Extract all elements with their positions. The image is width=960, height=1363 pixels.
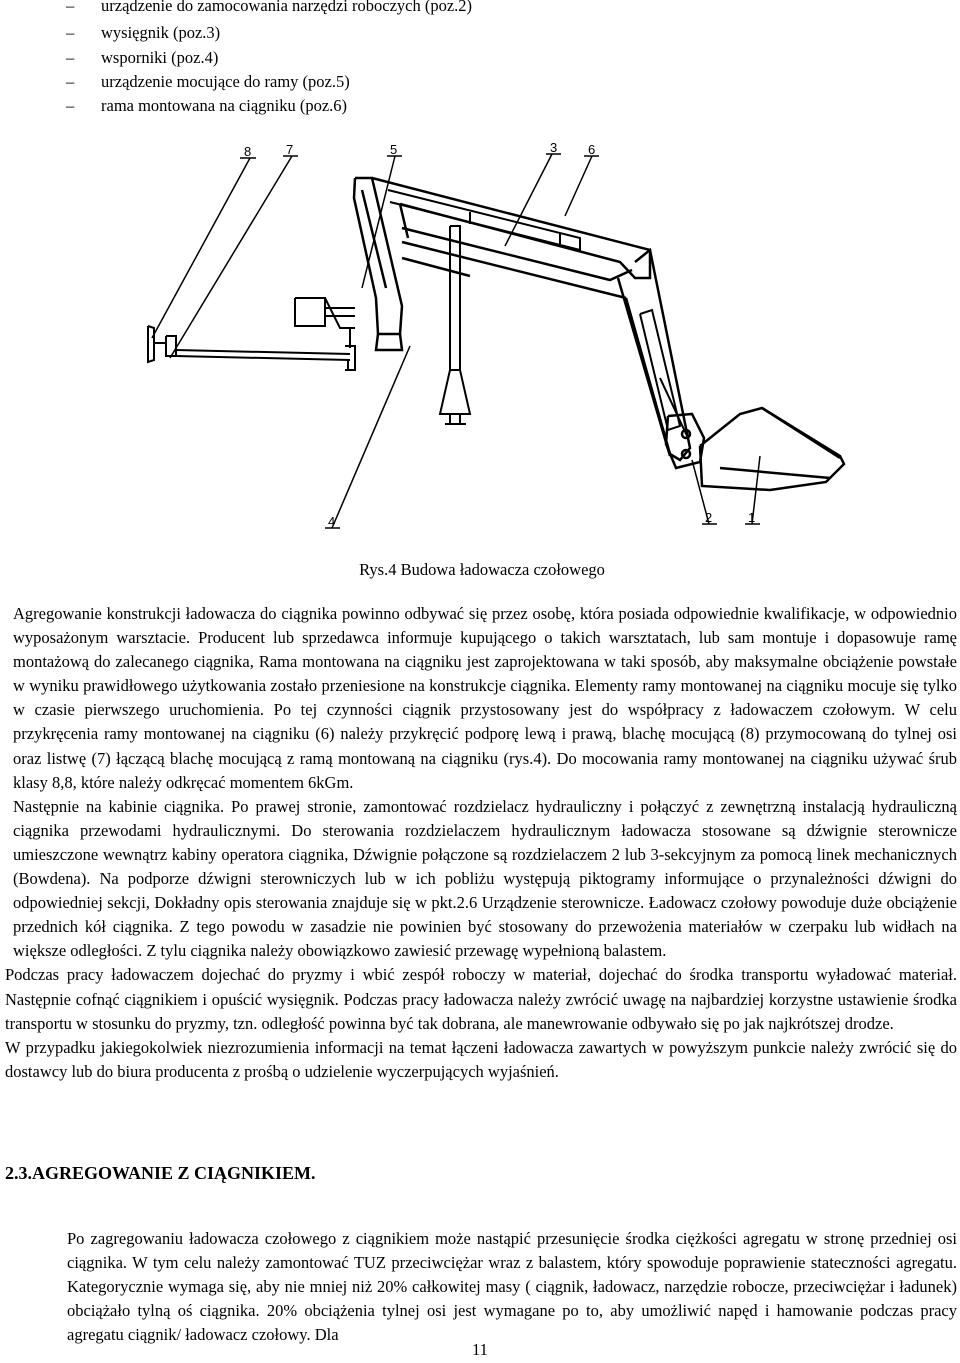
paragraph: Po zagregowaniu ładowacza czołowego z ciągnikiem może nastąpić przesunięcie środka ciężkości agregatu w stronę przedniej osi ciągnika. W tym celu należy zamontować TUZ przeciwciężar wraz z balastem, który spowoduje poprawienie stateczności agregatu. Kategorycznie wymaga się, aby nie mniej niż 20% całkowitej masy ( ciągnik, ładowacz, narzędzie robocze, przeciwciężar i ładunek) obciążało tylną oś ciągnika. 20% obciążenia tylnej osi jest wymagane po to, aby umożliwić napęd i hamowanie podczas pracy agregatu ciągnik/ ładowacz czołowy. Dla bbox=[67, 1228, 957, 1344]
list-item-text: wysięgnik (poz.3) bbox=[101, 23, 221, 42]
list-dash: – bbox=[66, 23, 75, 42]
list-item-text: urządzenie do zamocowania narzędzi roboczych (poz.2) bbox=[101, 0, 473, 15]
loader-diagram bbox=[140, 138, 880, 538]
paragraph: W przypadku jakiegokolwiek niezrozumienia informacji na temat łączeni ładowacza zawartych w powyższym punkcie należy zwrócić się do dostawcy lub do biura producenta z prośbą o udzielenie wyczerpujących wyjaśnień. bbox=[5, 1037, 957, 1081]
figure-label-8: 8 bbox=[244, 144, 252, 159]
list-dash: – bbox=[66, 0, 75, 15]
list-item-text: urządzenie mocujące do ramy (poz.5) bbox=[101, 72, 350, 91]
caption-text: Rys.4 Budowa ładowacza czołowego bbox=[359, 560, 605, 579]
paragraph: Agregowanie konstrukcji ładowacza do ciągnika powinno odbywać się przez osobę, która posiada odpowiednie kwalifikacje, w odpowiednio wyposażonym warsztacie. Producent lub sprzedawca informuje kupującego o takich warsztatach, lub sam montuje i dopasowuje ramę montażową do zalecanego ciągnika, Rama montowana na ciągniku jest zaprojektowana w taki sposób, aby maksymalne obciążenie powstałe w wyniku prawidłowego użytkowania zostało przeniesione na konstrukcje ciągnika. Elementy ramy montowanej na ciągniku mocuje się tylko w czasie pierwszego uruchomienia. Po tej czynności ciągnik przystosowany jest do współpracy z ładowaczem czołowym. W celu przykręcenia ramy montowanej na ciągniku (6) należy przykręcić podporę lewą i prawą, blachę mocującą (8) przymocowaną do tylnej osi oraz listwę (7) łączącą blachę mocującą z ramą montowaną na ciągniku (rys.4). Do mocowania ramy montowanej na ciągniku używać śrub klasy 8,8, które należy odkręcać momentem 6kGm. bbox=[13, 604, 957, 792]
figure-label-1: 1 bbox=[748, 510, 756, 525]
paragraph: Podczas pracy ładowaczem dojechać do pryzmy i wbić zespół roboczy w materiał, dojechać do środka transportu wyładować materiał. Następnie cofnąć ciągnikiem i opuścić wysięgnik. Podczas pracy ładowacza należy zwrócić uwagę na najbardziej korzystne ustawienie środka transportu w stosunku do pryzmy, tzn. odległość powinna być tak dobrana, ale manewrowanie odbywało się po jak najkrótszej drodze. bbox=[5, 965, 957, 1033]
figure-caption bbox=[0, 558, 960, 582]
list-item-text: wsporniki (poz.4) bbox=[101, 48, 219, 67]
paragraph: Następnie na kabinie ciągnika. Po prawej stronie, zamontować rozdzielacz hydrauliczny i połączyć z zewnętrzną instalacją hydrauliczną ciągnika przewodami hydraulicznymi. Do sterowania rozdzielaczem hydraulicznym ładowacza stosowane są dźwignie sterownicze umieszczone wewnątrz kabiny operatora ciągnika, Dźwignie połączone są rozdzielaczem 2 lub 3-sekcyjnym za pomocą linek mechanicznych (Bowdena). Na podporze dźwigni sterowniczych lub w ich pobliżu występują piktogramy informujące o przynależności dźwigni do odpowiedniej sekcji, Dokładny opis sterowania znajduje się w pkt.2.6 Urządzenie sterownicze. Ładowacz czołowy powoduje duże obciążenie przednich kół ciągnika. Z tego powodu w zasadzie nie powinien być stosowany do przewożenia materiałów w czerpaku lub widłach na większe odległości. Z tylu ciągnika należy obowiązkowo zawiesić przewagę wypełnioną balastem. bbox=[13, 796, 957, 961]
figure-label-3: 3 bbox=[550, 140, 558, 155]
list-dash: – bbox=[66, 72, 75, 91]
list-dash: – bbox=[66, 96, 75, 115]
page-number: 11 bbox=[472, 1340, 488, 1359]
body-text bbox=[5, 602, 957, 1084]
figure-label-2: 2 bbox=[705, 510, 713, 525]
figure-label-7: 7 bbox=[286, 142, 294, 157]
list-dash: – bbox=[66, 48, 75, 67]
section-heading: 2.3.AGREGOWANIE Z CIĄGNIKIEM. bbox=[5, 1163, 316, 1183]
list-item-text: rama montowana na ciągniku (poz.6) bbox=[101, 96, 348, 115]
figure-label-4: 4 bbox=[328, 514, 336, 529]
figure-label-5: 5 bbox=[390, 142, 398, 157]
figure-label-6: 6 bbox=[588, 142, 596, 157]
